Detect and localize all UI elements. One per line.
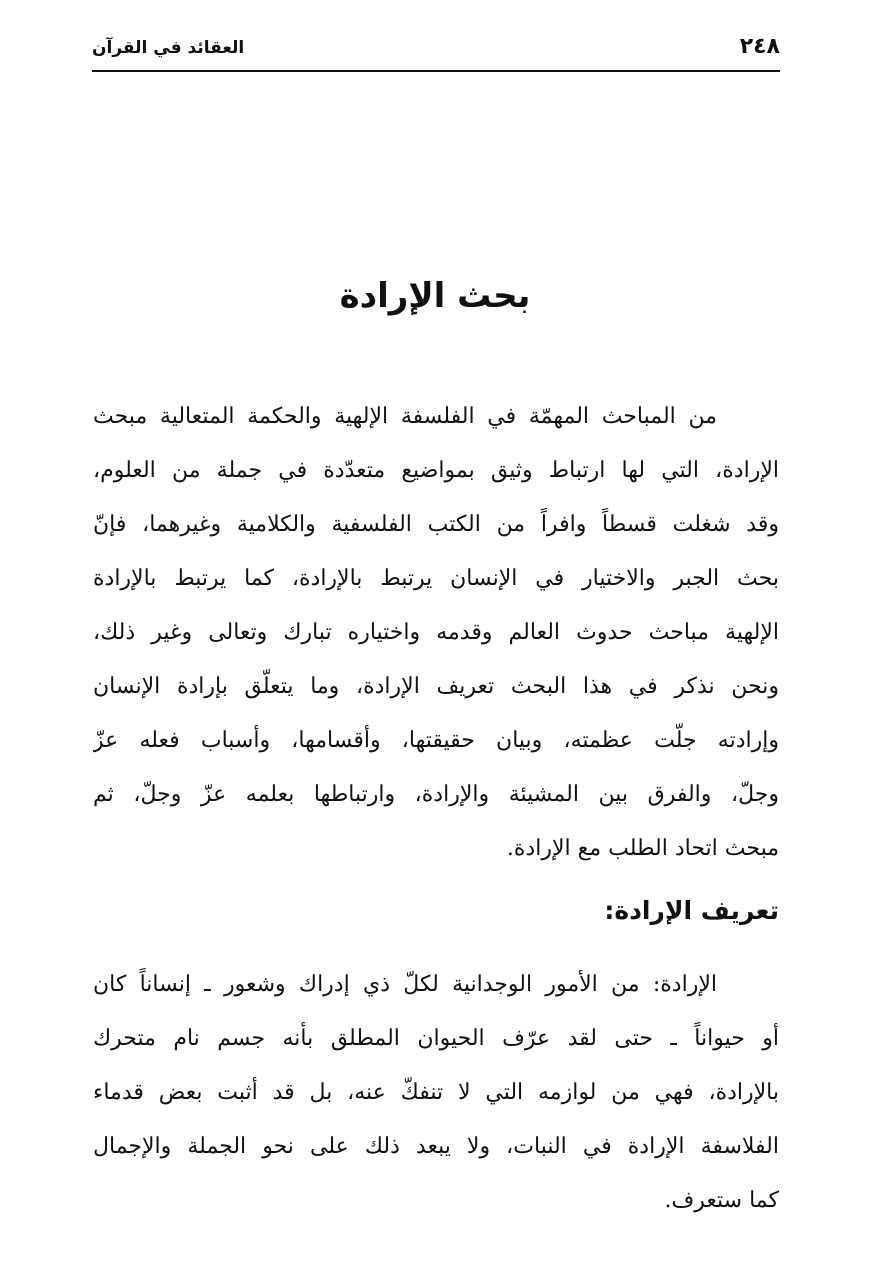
text-line: وإرادته جلّت عظمته، وبيان حقيقتها، وأقسامها، وأسباب فعله عزّ	[93, 728, 779, 753]
intro-paragraph	[93, 390, 779, 876]
text-line: ونحن نذكر في هذا البحث تعريف الإرادة، وما يتعلّق بإرادة الإنسان	[93, 674, 779, 699]
page-number: ٢٤٨	[739, 34, 780, 59]
text-line: بالإرادة، فهي من لوازمه التي لا تنفكّ عنه، بل قد أثبت بعض قدماء	[93, 1080, 779, 1105]
text-line: الإلهية مباحث حدوث العالم وقدمه واختياره تبارك وتعالى وغير ذلك،	[93, 620, 779, 645]
text-line: الفلاسفة الإرادة في النبات، ولا يبعد ذلك على نحو الجملة والإجمال	[93, 1134, 779, 1159]
text-line: بحث الجبر والاختيار في الإنسان يرتبط بالإرادة، كما يرتبط بالإرادة	[93, 566, 779, 591]
definition-paragraph	[93, 958, 779, 1228]
chapter-title: بحث الإرادة	[339, 276, 531, 316]
text-line: مبحث اتحاد الطلب مع الإرادة.	[506, 836, 779, 861]
text-line: وقد شغلت قسطاً وافراً من الكتب الفلسفية والكلامية وغيرهما، فإنّ	[93, 512, 779, 537]
section-heading: تعريف الإرادة:	[604, 896, 779, 925]
text-line: الإرادة: من الأمور الوجدانية لكلّ ذي إدراك وشعور ـ إنساناً كان	[93, 972, 717, 997]
running-header	[92, 30, 780, 72]
text-line: أو حيواناً ـ حتى لقد عرّف الحيوان المطلق بأنه جسم نام متحرك	[93, 1026, 779, 1051]
book-title: العقائد في القرآن	[92, 38, 245, 58]
text-line: الإرادة، التي لها ارتباط وثيق بمواضيع متعدّدة في جملة من العلوم،	[93, 458, 779, 483]
text-line: من المباحث المهمّة في الفلسفة الإلهية والحكمة المتعالية مبحث	[93, 404, 717, 429]
text-line: وجلّ، والفرق بين المشيئة والإرادة، وارتباطها بعلمه عزّ وجلّ، ثم	[93, 782, 779, 807]
text-line: كما ستعرف.	[664, 1188, 779, 1213]
